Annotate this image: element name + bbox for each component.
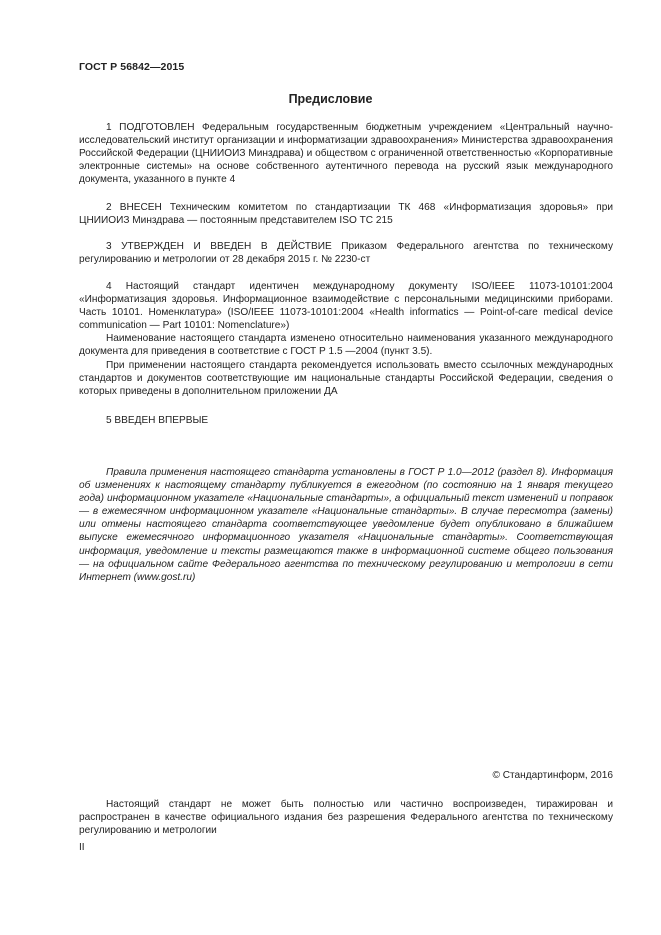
item-3 bbox=[79, 240, 613, 266]
item-4-text: 4 Настоящий стандарт идентичен международному документу ISO/IEEE 11073-10101:2004 «Информатизация здоровья. Информационное взаимодействие с персональными медицинскими приборами. Часть 10101. Номенклатура» (ISO/IEEE 11073-10101:2004 «Health informatics — Point-of-care medical device communication — Part 10101: Nomenclature») bbox=[79, 281, 613, 332]
item-1-text: 1 ПОДГОТОВЛЕН Федеральным государственным бюджетным учреждением «Центральный научно-исследовательский институт организации и информатизации здравоохранения» Министерства здравоохранения Российской Федерации (ЦНИИОИЗ Минздрава) и обществом с ограниченной ответственностью «Корпоративные электронные системы» на основе собственного аутентичного перевода на русский язык международного документа, указанного в пункте 4 bbox=[79, 122, 613, 186]
item-5-text: 5 ВВЕДЕН ВПЕРВЫЕ bbox=[106, 415, 209, 426]
item-3-text: 3 УТВЕРЖДЕН И ВВЕДЕН В ДЕЙСТВИЕ Приказом Федерального агентства по техническому регулированию и метрологии от 28 декабря 2015 г. № 2230-ст bbox=[79, 241, 613, 266]
item-4-name-note: Наименование настоящего стандарта изменено относительно наименования указанного международного документа для приведения в соответствие с ГОСТ Р 1.5 —2004 (пункт 3.5). bbox=[79, 333, 613, 358]
application-notice bbox=[79, 466, 613, 584]
item-4 bbox=[79, 280, 613, 398]
document-code: ГОСТ Р 56842—2015 bbox=[79, 61, 185, 73]
item-1 bbox=[79, 121, 613, 186]
copyright: © Стандартинформ, 2016 bbox=[492, 770, 613, 781]
page-title: Предисловие bbox=[288, 92, 373, 106]
application-notice-text: Правила применения настоящего стандарта установлены в ГОСТ Р 1.0—2012 (раздел 8). Информация об изменениях к настоящему стандарту публикуется в ежегодном (по состоянию на 1 января текущего года) информационном указателе «Национальные стандарты», а официальный текст изменений и поправок — в ежемесячном информационном указателе «Национальные стандарты». В случае пересмотра (замены) или отмены настоящего стандарта соответствующее уведомление будет опубликовано в ближайшем выпуске ежемесячного информационного указателя «Национальные стандарты». Соответствующая информация, уведомление и тексты размещаются также в информационной системе общего пользования — на официальном сайте Федерального агентства по техническому регулированию и метрологии в сети Интернет (www.gost.ru) bbox=[79, 467, 613, 583]
item-5 bbox=[79, 414, 613, 427]
reproduction-notice bbox=[79, 798, 613, 837]
page-number: II bbox=[79, 842, 85, 853]
item-4-reference-note: При применении настоящего стандарта рекомендуется использовать вместо ссылочных международных стандартов и документов соответствующие им национальные стандарты Российской Федерации, сведения о которых приведены в дополнительном приложении ДА bbox=[79, 359, 613, 397]
reproduction-notice-text: Настоящий стандарт не может быть полностью или частично воспроизведен, тиражирован и распространен в качестве официального издания без разрешения Федерального агентства по техническому регулированию и метрологии bbox=[79, 799, 613, 837]
item-2-text: 2 ВНЕСЕН Техническим комитетом по стандартизации ТК 468 «Информатизация здоровья» при ЦНИИОИЗ Минздрава — постоянным представителем ISO ТС 215 bbox=[79, 202, 613, 227]
item-2 bbox=[79, 201, 613, 227]
